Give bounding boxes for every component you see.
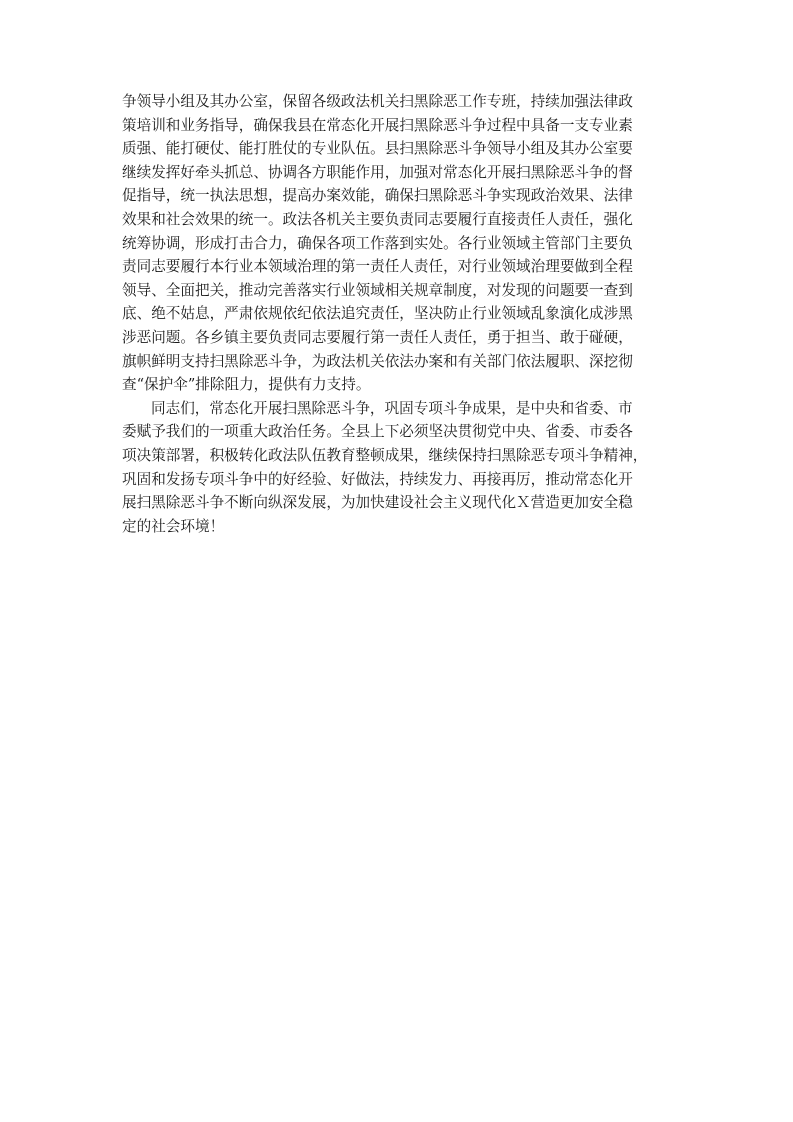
- paragraph-2-line: 定的社会环境！: [122, 517, 225, 535]
- paragraph-1-line: 统筹协调，形成打击合力，确保各项工作落到实处。各行业领域主管部门主要负: [122, 234, 633, 252]
- paragraph-1-line: 继续发挥好牵头抓总、协调各方职能作用，加强对常态化开展扫黑除恶斗争的督: [122, 163, 633, 181]
- paragraph-2-line: 同志们，常态化开展扫黑除恶斗争，巩固专项斗争成果，是中央和省委、市: [151, 399, 633, 417]
- paragraph-1-line: 责同志要履行本行业本领域治理的第一责任人责任，对行业领域治理要做到全程: [122, 258, 633, 276]
- paragraph-1-line: 底、绝不姑息，严肃依规依纪依法追究责任，坚决防止行业领域乱象演化成涉黑: [122, 305, 633, 323]
- document-body: [122, 90, 678, 538]
- paragraph-2-line: 展扫黑除恶斗争不断向纵深发展，为加快建设社会主义现代化Ｘ营造更加安全稳: [122, 494, 633, 512]
- paragraph-2-line: 委赋予我们的一项重大政治任务。全县上下必须坚决贯彻党中央、省委、市委各: [122, 423, 633, 441]
- paragraph-1-line: 促指导，统一执法思想，提高办案效能，确保扫黑除恶斗争实现政治效果、法律: [122, 187, 633, 205]
- paragraph-1-line: 领导、全面把关，推动完善落实行业领域相关规章制度，对发现的问题要一查到: [122, 281, 633, 299]
- paragraph-1-line: 查“保护伞”排除阻力，提供有力支持。: [122, 376, 371, 394]
- paragraph-1-line: 效果和社会效果的统一。政法各机关主要负责同志要履行直接责任人责任，强化: [122, 210, 633, 228]
- paragraph-1-line: 策培训和业务指导，确保我县在常态化开展扫黑除恶斗争过程中具备一支专业素: [122, 116, 633, 134]
- paragraph-1-line: 涉恶问题。各乡镇主要负责同志要履行第一责任人责任，勇于担当、敢于碰硬，: [122, 328, 633, 346]
- paragraph-2-line: 项决策部署，积极转化政法队伍教育整顿成果，继续保持扫黑除恶专项斗争精神，: [122, 446, 648, 464]
- paragraph-2-line: 巩固和发扬专项斗争中的好经验、好做法，持续发力、再接再厉，推动常态化开: [122, 470, 633, 488]
- paragraph-1-line: 质强、能打硬仗、能打胜仗的专业队伍。县扫黑除恶斗争领导小组及其办公室要: [122, 140, 633, 158]
- paragraph-1-line: 旗帜鲜明支持扫黑除恶斗争，为政法机关依法办案和有关部门依法履职、深挖彻: [122, 352, 633, 370]
- paragraph-1-line: 争领导小组及其办公室，保留各级政法机关扫黑除恶工作专班，持续加强法律政: [122, 93, 633, 110]
